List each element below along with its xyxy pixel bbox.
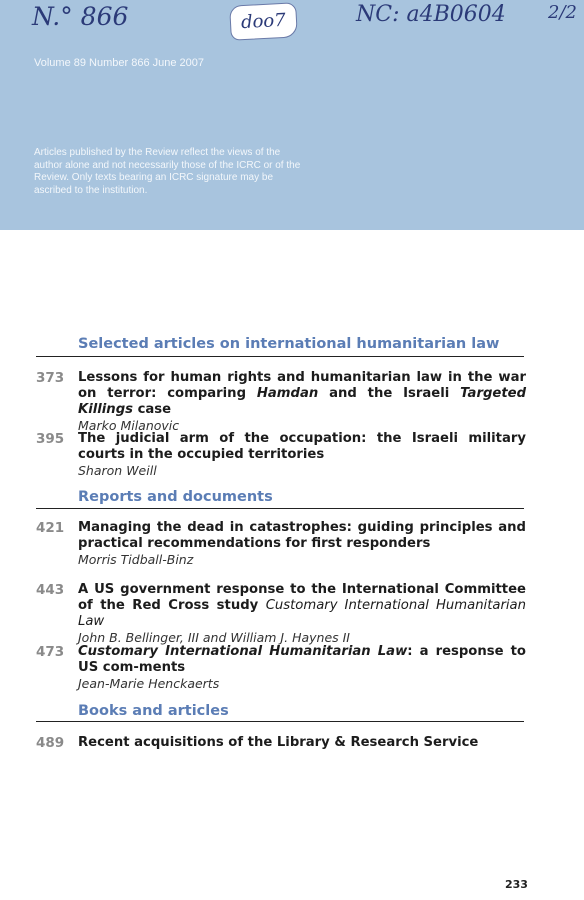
section-heading-ihl: Selected articles on international humanitarian law — [78, 336, 500, 352]
section-heading-books: Books and articles — [78, 703, 229, 719]
handwritten-stamp-note: doo7 — [229, 2, 297, 40]
entry-author: Marko Milanovic — [78, 418, 180, 433]
page-number: 395 — [36, 431, 65, 447]
toc-entry[interactable] — [36, 431, 526, 478]
section-rule — [36, 356, 524, 357]
toc-entry[interactable] — [36, 370, 526, 433]
page-number: 421 — [36, 520, 65, 536]
toc-entry[interactable] — [36, 735, 526, 751]
entry-author: Morris Tidball-Binz — [78, 552, 194, 567]
page-folio: 233 — [505, 878, 528, 891]
volume-line: Volume 89 Number 866 June 2007 — [34, 57, 205, 69]
entry-title: Recent acquisitions of the Library & Research Service — [78, 735, 479, 750]
page-number: 443 — [36, 582, 65, 598]
cover-header-band — [0, 0, 584, 230]
section-rule — [36, 721, 524, 722]
page-number: 473 — [36, 644, 65, 660]
entry-author: John B. Bellinger, III and William J. Haynes II — [78, 630, 350, 645]
handwritten-issue-note: N.° 866 — [32, 2, 129, 31]
page-number: 489 — [36, 735, 65, 751]
entry-title: The judicial arm of the occupation: the Israeli military courts in the occupied territories — [78, 431, 526, 462]
page-number: 373 — [36, 370, 65, 386]
entry-title: Managing the dead in catastrophes: guiding principles and practical recommendations for first responders — [78, 520, 526, 551]
entry-title: A US government response to the International Committee of the Red Cross study Customary International Humanitarian Law — [78, 582, 526, 629]
toc-entry[interactable] — [36, 644, 526, 691]
entry-author: Jean-Marie Henckaerts — [78, 676, 220, 691]
section-rule — [36, 508, 524, 509]
handwritten-page-note: 2/2 — [548, 2, 577, 23]
entry-title: Lessons for human rights and humanitarian law in the war on terror: comparing Hamdan and the Israeli Targeted Killings case — [78, 370, 527, 417]
entry-title: Customary International Humanitarian Law: a response to US com-ments — [78, 644, 526, 675]
toc-entry[interactable] — [36, 582, 526, 645]
entry-author: Sharon Weill — [78, 463, 157, 478]
section-heading-reports: Reports and documents — [78, 489, 273, 505]
handwritten-reference-note: NC: a4B0604 — [356, 2, 506, 27]
toc-entry[interactable] — [36, 520, 526, 567]
disclaimer-text: Articles published by the Review reflect the views of the author alone and not necessarily those of the ICRC or of the Review. Only texts bearing an ICRC signature may be ascribed to the institution. — [34, 147, 301, 196]
